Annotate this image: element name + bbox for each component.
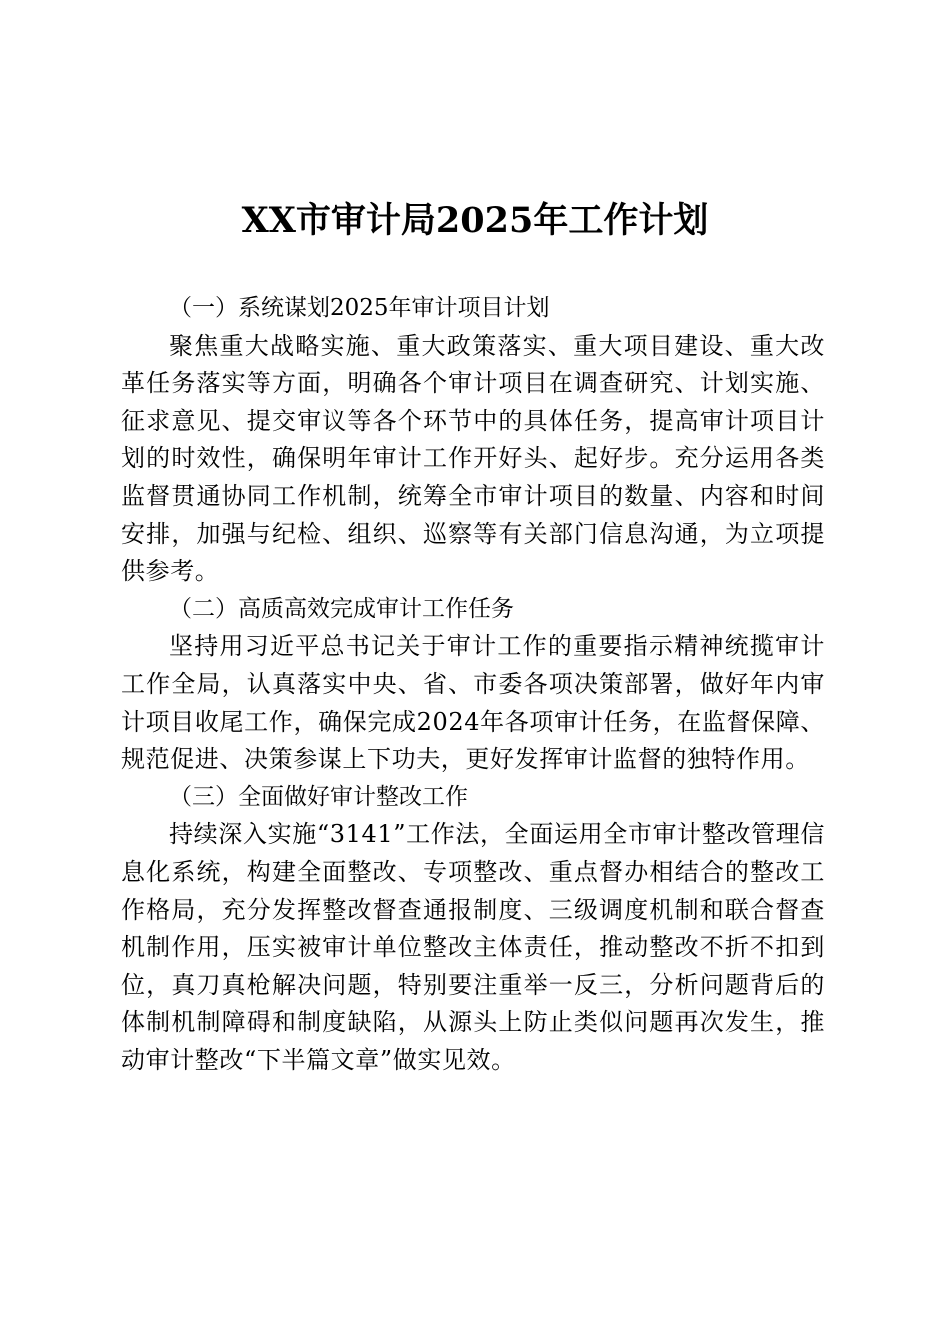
section-paragraph-3: 持续深入实施“3141”工作法，全面运用全市审计整改管理信息化系统，构建全面整改、专项整改、重点督办相结合的整改工作格局，充分发挥整改督查通报制度、三级调度机制和联合督查机制作用，压实被审计单位整改主体责任，推动整改不折不扣到位，真刀真枪解决问题，特别要注重举一反三，分析问题背后的体制机制障碍和制度缺陷，从源头上防止类似问题再次发生，推动审计整改“下半篇文章”做实见效。 <box>121 820 825 1074</box>
document-title: XX市审计局2025年工作计划 <box>241 200 709 241</box>
section-paragraph-2: 坚持用习近平总书记关于审计工作的重要指示精神统揽审计工作全局，认真落实中央、省、市委各项决策部署，做好年内审计项目收尾工作，确保完成2024年各项审计任务，在监督保障、规范促进、决策参谋上下功夫，更好发挥审计监督的独特作用。 <box>121 632 825 774</box>
section-paragraph-1: 聚焦重大战略实施、重大政策落实、重大项目建设、重大改革任务落实等方面，明确各个审计项目在调查研究、计划实施、征求意见、提交审议等各个环节中的具体任务，提高审计项目计划的时效性，确保明年审计工作开好头、起好步。充分运用各类监督贯通协同工作机制，统筹全市审计项目的数量、内容和时间安排，加强与纪检、组织、巡察等有关部门信息沟通，为立项提供参考。 <box>121 331 825 586</box>
section-heading-2: （二）高质高效完成审计工作任务 <box>169 595 514 622</box>
section-heading-1: （一）系统谋划2025年审计项目计划 <box>169 295 550 321</box>
document-body <box>121 290 825 1079</box>
section-heading-3: （三）全面做好审计整改工作 <box>169 783 468 810</box>
